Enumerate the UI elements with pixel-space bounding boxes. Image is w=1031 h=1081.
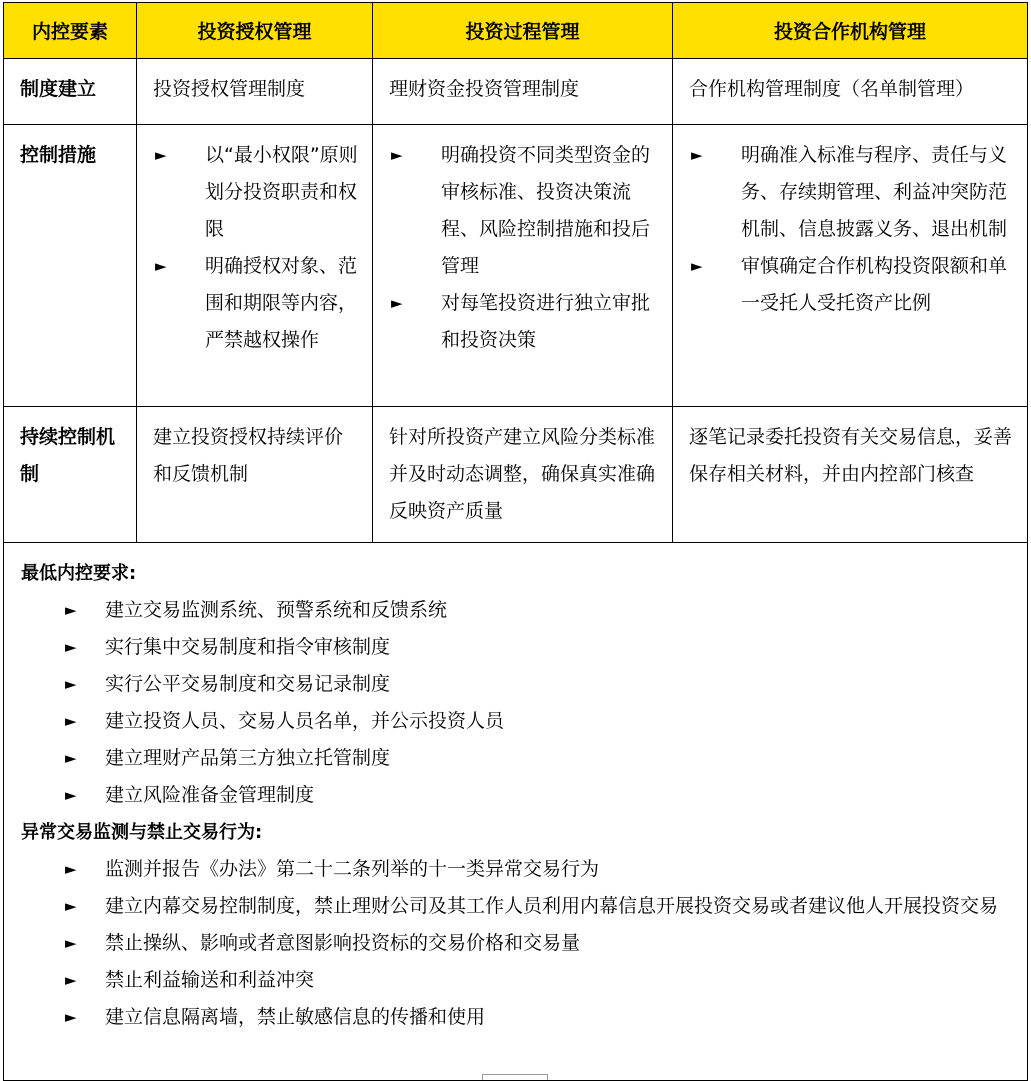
bullet-icon: ► — [65, 638, 77, 656]
cell-control-authorization — [137, 125, 373, 407]
bullet-icon: ► — [65, 934, 77, 952]
list-item: ► 建立理财产品第三方独立托管制度 — [21, 740, 1011, 777]
cell-system-partner: 合作机构管理制度（名单制管理） — [673, 59, 1028, 125]
bullet-icon: ► — [65, 897, 77, 915]
list-item: ► 建立信息隔离墙，禁止敏感信息的传播和使用 — [21, 999, 1011, 1036]
bullet-icon: ► — [65, 971, 77, 989]
header-col-element: 内控要素 — [4, 3, 137, 59]
row-label-system: 制度建立 — [4, 59, 137, 125]
header-col-authorization: 投资授权管理 — [137, 3, 373, 59]
list-item: ► 以“最小权限”原则划分投资职责和权限 — [153, 137, 358, 248]
bullet-icon: ► — [691, 146, 703, 164]
bullet-icon: ► — [65, 601, 77, 619]
cell-continuous-authorization: 建立投资授权持续评价和反馈机制 — [137, 407, 373, 543]
header-col-process: 投资过程管理 — [373, 3, 673, 59]
list-item: ► 对每笔投资进行独立审批和投资决策 — [389, 285, 658, 359]
bullet-icon: ► — [155, 257, 167, 275]
list-item: ► 建立风险准备金管理制度 — [21, 777, 1011, 814]
row-label-control: 控制措施 — [4, 125, 137, 407]
requirements-cell — [4, 543, 1028, 1081]
cell-system-authorization: 投资授权管理制度 — [137, 59, 373, 125]
list-item: ► 明确投资不同类型资金的审核标准、投资决策流程、风险控制措施和投后管理 — [389, 137, 658, 285]
table-row-requirements — [4, 543, 1028, 1081]
bullet-icon: ► — [155, 146, 167, 164]
list-item: ► 禁止利益输送和利益冲突 — [21, 962, 1011, 999]
cell-control-partner — [673, 125, 1028, 407]
list-item: ► 实行集中交易制度和指令审核制度 — [21, 629, 1011, 666]
page-edge-marker — [482, 1074, 548, 1080]
cell-continuous-partner: 逐笔记录委托投资有关交易信息，妥善保存相关材料，并由内控部门核查 — [673, 407, 1028, 543]
table-row-control — [4, 125, 1028, 407]
bullet-icon: ► — [391, 146, 403, 164]
cell-continuous-process: 针对所投资产建立风险分类标准并及时动态调整，确保真实准确反映资产质量 — [373, 407, 673, 543]
list-item: ► 禁止操纵、影响或者意图影响投资标的交易价格和交易量 — [21, 925, 1011, 962]
abnormal-trading-list — [21, 851, 1011, 1036]
bullet-icon: ► — [65, 675, 77, 693]
abnormal-trading-title: 异常交易监测与禁止交易行为: — [21, 822, 263, 843]
bullet-icon: ► — [65, 712, 77, 730]
bullet-icon: ► — [691, 257, 703, 275]
list-item: ► 建立投资人员、交易人员名单，并公示投资人员 — [21, 703, 1011, 740]
table-row-system — [4, 59, 1028, 125]
bullet-icon: ► — [65, 1008, 77, 1026]
row-label-continuous: 持续控制机制 — [4, 407, 137, 543]
table-header-row — [4, 3, 1028, 59]
list-item: ► 审慎确定合作机构投资限额和单一受托人受托资产比例 — [689, 248, 1013, 322]
bullet-icon: ► — [391, 294, 403, 312]
list-item: ► 明确准入标准与程序、责任与义务、存续期管理、利益冲突防范机制、信息披露义务、退出机制 — [689, 137, 1013, 248]
list-item: ► 建立内幕交易控制制度，禁止理财公司及其工作人员利用内幕信息开展投资交易或者建议他人开展投资交易 — [21, 888, 1011, 925]
list-item: ► 监测并报告《办法》第二十二条列举的十一类异常交易行为 — [21, 851, 1011, 888]
list-item: ► 明确授权对象、范围和期限等内容，严禁越权操作 — [153, 248, 358, 359]
cell-control-process — [373, 125, 673, 407]
minimum-requirements-list — [21, 592, 1011, 814]
internal-control-table — [3, 2, 1028, 1081]
bullet-icon: ► — [65, 860, 77, 878]
bullet-icon: ► — [65, 786, 77, 804]
minimum-requirements-title: 最低内控要求: — [21, 563, 137, 584]
header-col-partner: 投资合作机构管理 — [673, 3, 1028, 59]
table-row-continuous — [4, 407, 1028, 543]
bullet-icon: ► — [65, 749, 77, 767]
cell-system-process: 理财资金投资管理制度 — [373, 59, 673, 125]
list-item: ► 建立交易监测系统、预警系统和反馈系统 — [21, 592, 1011, 629]
list-item: ► 实行公平交易制度和交易记录制度 — [21, 666, 1011, 703]
